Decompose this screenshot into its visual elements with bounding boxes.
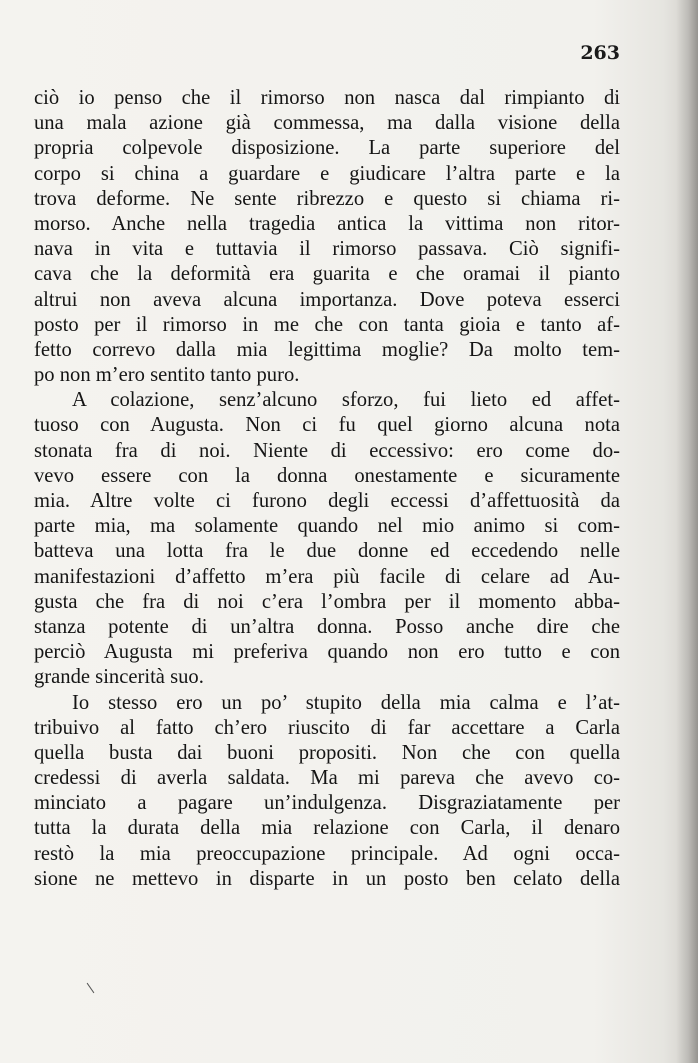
text-line: perciò Augusta mi preferiva quando non ero tutto e con (34, 641, 620, 664)
text-line: tuoso con Augusta. Non ci fu quel giorno alcuna nota (34, 414, 620, 437)
text-line: batteva una lotta fra le due donne ed eccedendo nelle (34, 540, 620, 563)
text-line: restò la mia preoccupazione principale. Ad ogni occa- (34, 842, 620, 865)
text-line: gusta che fra di noi c’era l’ombra per il momento abba- (34, 590, 620, 613)
text-line: parte mia, ma solamente quando nel mio animo si com- (34, 515, 620, 538)
text-line: mia. Altre volte ci furono degli eccessi d’affettuosità da (34, 490, 620, 512)
text-line: sione ne mettevo in disparte in un posto ben celato della (34, 867, 620, 890)
text-line: vevo essere con la donna onestamente e sicuramente (34, 464, 620, 487)
text-line: stonata fra di noi. Niente di eccessivo: ero come do- (34, 439, 620, 462)
text-line: cava che la deformità era guarita e che oramai il pianto (34, 263, 620, 286)
text-line: credessi di averla saldata. Ma mi pareva che avevo co- (34, 767, 620, 790)
text-line: tribuivo al fatto ch’ero riuscito di far accettare a Carla (34, 716, 620, 739)
text-line: grande sincerità suo. (34, 666, 204, 689)
text-line: stanza potente di un’altra donna. Posso anche dire che (34, 615, 620, 638)
text-line: ciò io penso che il rimorso non nasca dal rimpianto di (34, 87, 620, 109)
text-line: Io stesso ero un po’ stupito della mia calma e l’at- (72, 691, 620, 714)
text-line: altrui non aveva alcuna importanza. Dove poteva esserci (34, 288, 620, 311)
text-line: nava in vita e tuttavia il rimorso passava. Ciò signifi- (34, 238, 620, 261)
text-line: fetto correvo dalla mia legittima moglie? Da molto tem- (34, 338, 620, 361)
text-line: quella busta dai buoni propositi. Non che con quella (34, 741, 620, 764)
text-line: posto per il rimorso in me che con tanta gioia e tanto af- (34, 313, 620, 336)
scan-mark (87, 983, 95, 993)
page-number: 263 (580, 42, 620, 64)
text-line: minciato a pagare un’indulgenza. Disgraziatamente per (34, 792, 620, 815)
text-line: po non m’ero sentito tanto puro. (34, 364, 300, 387)
body-text (34, 86, 620, 892)
text-line: A colazione, senz’alcuno sforzo, fui lieto ed affet- (72, 389, 620, 412)
text-line: trova deforme. Ne sente ribrezzo e questo si chiama ri- (34, 187, 620, 210)
text-line: manifestazioni d’affetto m’era più facile di celare ad Au- (34, 565, 620, 588)
text-line: corpo si china a guardare e giudicare l’altra parte e la (34, 162, 620, 185)
text-line: una mala azione già commessa, ma dalla visione della (34, 112, 620, 135)
text-line: morso. Anche nella tragedia antica la vittima non ritor- (34, 212, 620, 235)
page-gutter-shadow (676, 0, 698, 1063)
text-line: propria colpevole disposizione. La parte superiore del (34, 137, 620, 160)
text-line: tutta la durata della mia relazione con Carla, il denaro (34, 817, 620, 840)
